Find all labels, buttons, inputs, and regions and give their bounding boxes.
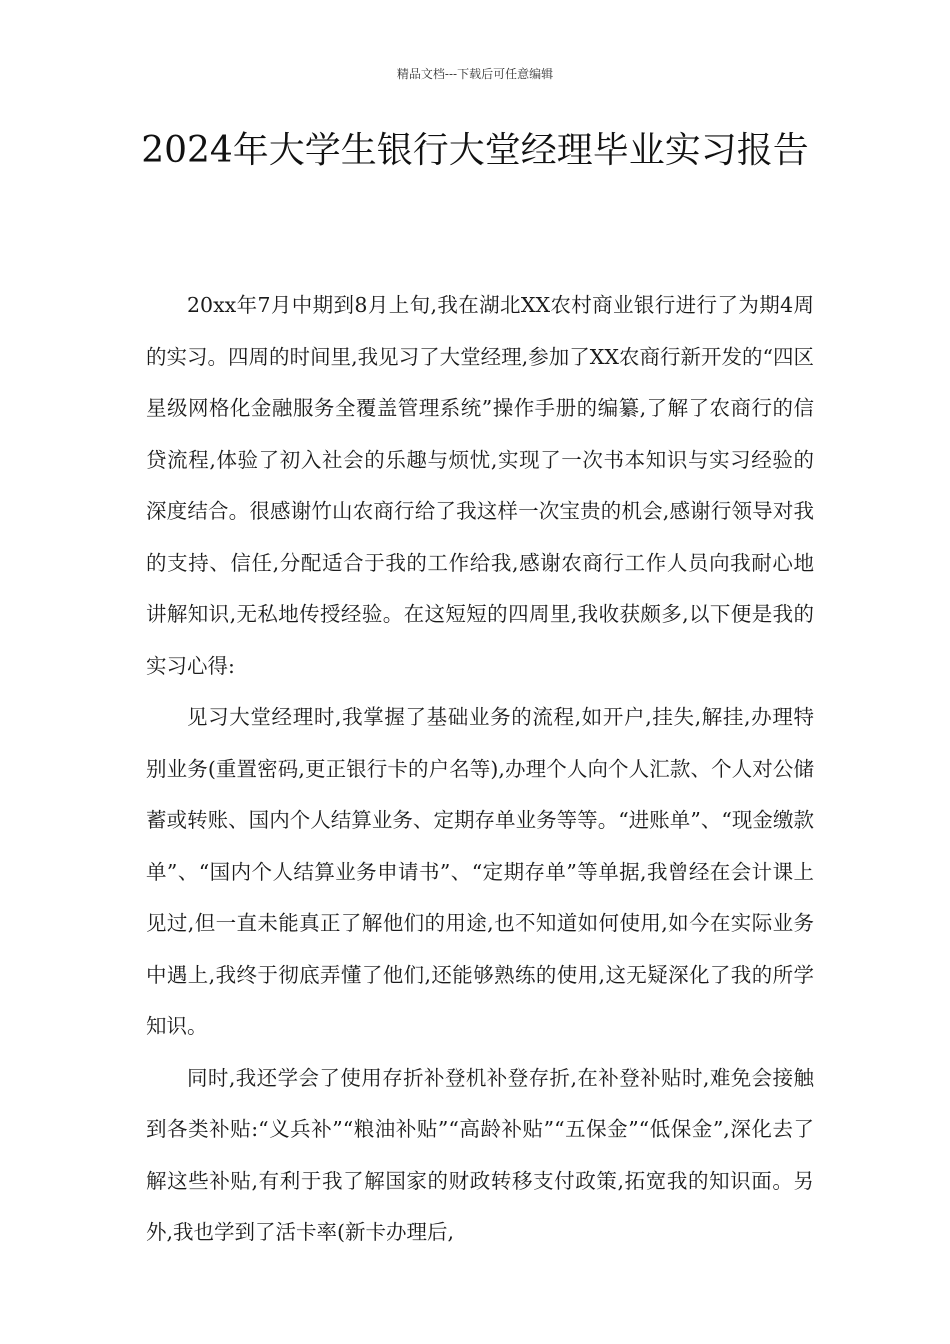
paragraph-1: 20xx年7月中期到8月上旬,我在湖北XX农村商业银行进行了为期4周的实习。四周的时间里,我见习了大堂经理,参加了XX农商行新开发的“四区星级网格化金融服务全覆盖管理系统”操作手册的编纂,了解了农商行的信贷流程,体验了初入社会的乐趣与烦忧,实现了一次书本知识与实习经验的深度结合。很感谢竹山农商行给了我这样一次宝贵的机会,感谢行领导对我的支持、信任,分配适合于我的工作给我,感谢农商行工作人员向我耐心地讲解知识,无私地传授经验。在这短短的四周里,我收获颇多,以下便是我的实习心得: xyxy=(146,293,814,678)
body-text xyxy=(146,280,814,1259)
page-title: 2024年大学生银行大堂经理毕业实习报告 xyxy=(141,130,809,171)
paragraph-2: 见习大堂经理时,我掌握了基础业务的流程,如开户,挂失,解挂,办理特别业务(重置密码,更正银行卡的户名等),办理个人向个人汇款、个人对公储蓄或转账、国内个人结算业务、定期存单业务等等。“进账单”、“现金缴款单”、“国内个人结算业务申请书”、“定期存单”等单据,我曾经在会计课上见过,但一直未能真正了解他们的用途,也不知道如何使用,如今在实际业务中遇上,我终于彻底弄懂了他们,还能够熟练的使用,这无疑深化了我的所学知识。 xyxy=(146,705,814,1038)
header-note: 精品文档---下载后可任意编辑 xyxy=(396,67,554,81)
paragraph-3: 同时,我还学会了使用存折补登机补登存折,在补登补贴时,难免会接触到各类补贴:“义兵补”“粮油补贴”“高龄补贴”“五保金”“低保金”,深化去了解这些补贴,有利于我了解国家的财政转移支付政策,拓宽我的知识面。另外,我也学到了活卡率(新卡办理后, xyxy=(146,1065,814,1244)
